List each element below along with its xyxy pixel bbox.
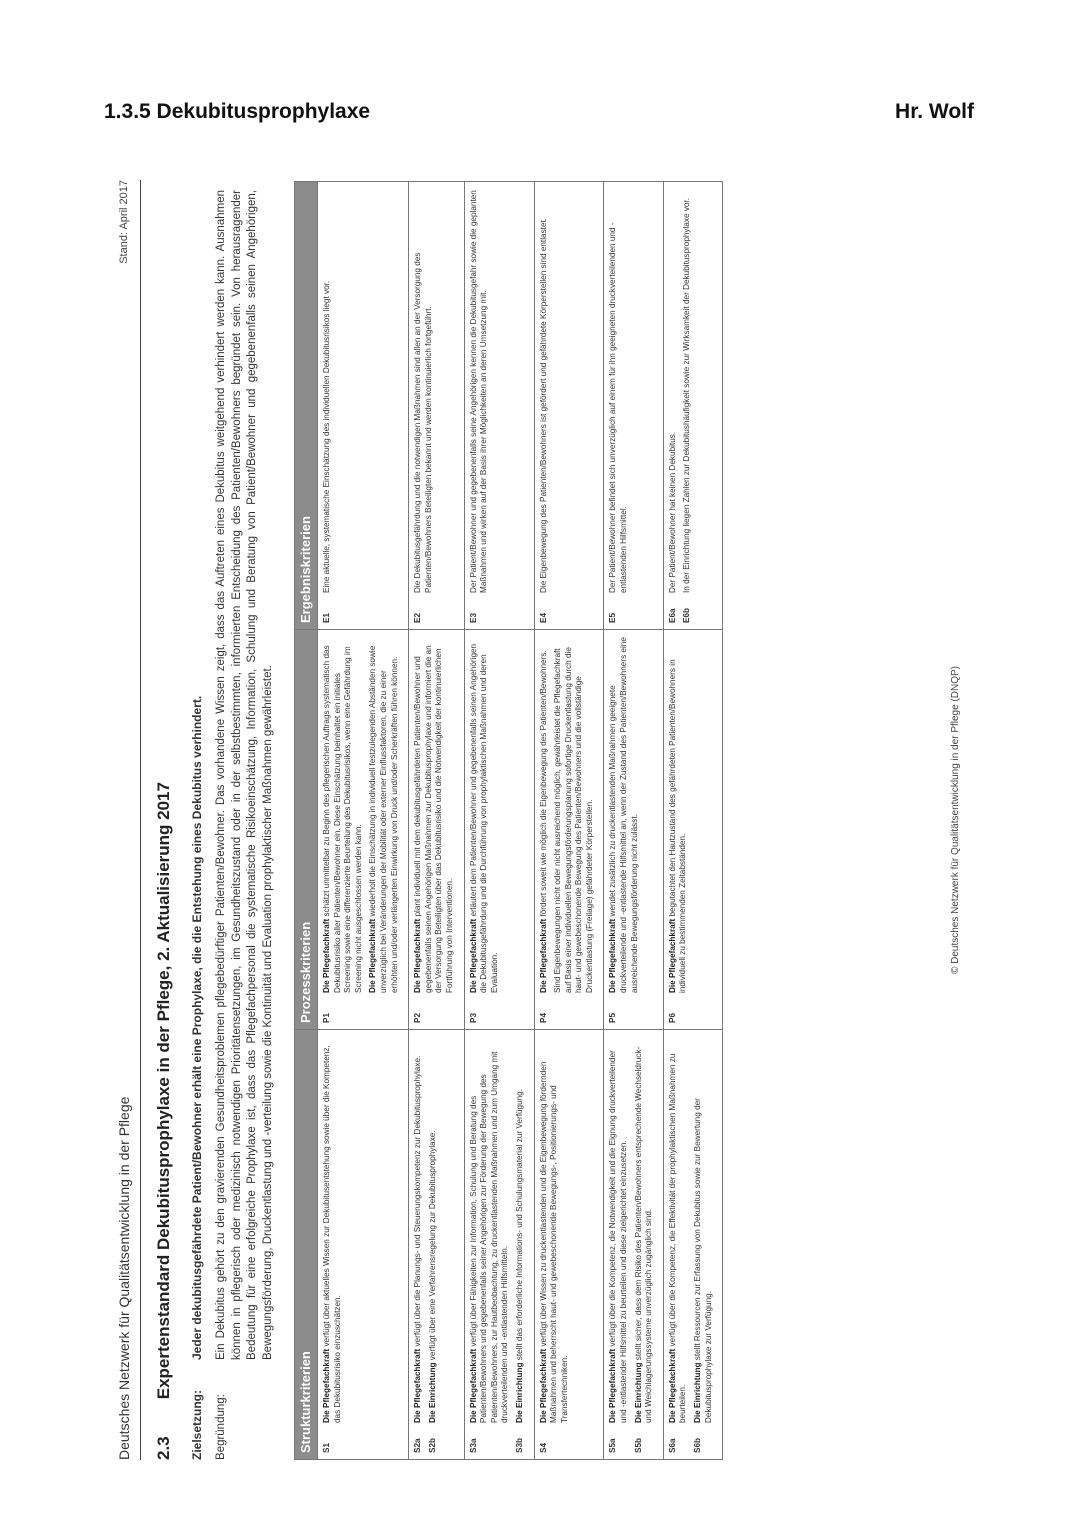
header-result-criteria: Ergebniskriterien [295,182,318,630]
reason-text: Ein Dekubitus gehört zu den gravierenden Gesundheitsproblemen pflegebedürftiger Patienten/Bewohner. Das vorhandene Wissen zeigt, dass das Auftreten eines Dekubitus weitgehend verhindert werden kann. Ausnahmen können in pflegerisch oder medizinisch notwendigen Prioritätensetzungen, im Gesundheitszustand oder in der selbstbestimmten, informierten Entscheidung des Patienten/Bewohners begründet sein. Von herausragender Bedeutung für eine erfolgreiche Prophylaxe ist, dass das Pflegefachpersonal die systematische Risikoeinschätzung, Information, Schulung und Beratung von Patient/Bewohner und gegebenenfalls seinen Angehörigen, Bewegungsförderung, Druckentlastung und -verteilung sowie die Kontinuität und Evaluation prophylaktischer Maßnahmen gewährleistet. [215,190,274,1360]
criterion-description: fördert soweit wie möglich die Eigenbewegung des Patienten/Bewohners. [538,650,548,919]
criterion-description: Eine aktuelle, systematische Einschätzung des individuellen Dekubitusrisikos liegt vor. [322,280,331,593]
process-criterion [539,636,550,1023]
criteria-row [409,182,464,1460]
criterion-description: Die Eigenbewegung des Patienten/Bewohners ist gefördert und gefährdete Körperstellen sind entlastet. [538,217,548,593]
reason-label: Begründung: [215,1394,227,1460]
criterion-text [634,1036,655,1423]
process-criteria-cell [318,630,409,1030]
standard-title-text: Expertenstandard Dekubitusprophylaxe in der Pflege, 2. Aktualisierung 2017 [154,782,173,1400]
criterion-text [539,636,550,993]
criteria-row [464,182,534,1460]
process-criterion [608,636,640,1023]
criterion-actor: Die Pflegefachkraft [322,918,331,993]
process-criterion [368,636,400,1023]
result-criteria-cell [604,182,663,630]
criterion-code [553,999,595,1023]
criterion-code: P1 [322,1012,331,1023]
criterion-text [668,636,689,993]
criterion-description: Sind Eigenbewegungen nicht oder nicht ausreichend möglich, gewährleistet die Pflegefachkraft auf Basis einer individuellen Bewegungsförderungsplanung sofortige Druckentlastung durch die haut- und gewebeschonende Bewegung des Patienten/Bewohners und die vollständige Druckentlastung (Freilage) gefährdeter Körperstellen. [553,647,594,993]
structure-criteria-cell [318,1030,409,1460]
criterion-text [608,1036,629,1423]
criterion-code: P3 [468,1012,478,1023]
goal-text: Jeder dekubitusgefährdete Patient/Bewohner erhält eine Prophylaxe, die die Entstehung eines Dekubitus verhindert. [190,695,204,1360]
result-criterion [413,188,434,623]
result-criteria-cell [663,182,722,630]
process-criteria-cell [464,630,534,1030]
criterion-text [413,1036,424,1423]
criterion-code: E6b [682,607,692,623]
criterion-code: S5a [608,1438,618,1453]
criterion-code: S6a [667,1438,677,1453]
criteria-row [534,182,604,1460]
criterion-actor: Die Pflegefachkraft [413,918,423,993]
result-criterion [539,188,550,623]
criterion-description: verfügt über die Planungs- und Steuerungskompetenz zur Dekubitusprophylaxe. [413,1055,423,1349]
criterion-description: verfügt über Fähigkeiten zur Information, Schulung und Beratung des Patienten/Bewohners und gegebenenfalls seiner Angehörigen zur Förderung der Bewegung des Patienten/Bewohners, zur Hautbeobachtung, zu druckentlastenden Maßnahmen und zum Umgang mit druckverteilenden und -entlastenden Hilfsmitteln. [468,1051,510,1423]
process-criteria-cell [663,630,722,1030]
process-criteria-cell [604,630,663,1030]
document-top-bar [116,180,141,1460]
criterion-text [608,188,629,593]
criteria-header-row [295,182,318,1460]
criterion-actor: Die Pflegefachkraft [538,918,548,993]
criterion-description: Der Patient/Bewohner hat keinen Dekubitus. [667,431,677,593]
criterion-text [322,1036,343,1423]
criterion-text [322,188,333,593]
criterion-description: verfügt über eine Verfahrensregelung zur Dekubitusprophylaxe. [427,1130,437,1363]
criterion-code: E4 [538,612,548,623]
header-process-criteria: Prozesskriterien [295,630,318,1030]
criteria-row [663,182,722,1460]
criterion-text [413,636,455,993]
result-criterion [682,188,693,623]
criterion-actor: Die Einrichtung [514,1362,524,1423]
result-criteria-cell [464,182,534,630]
criterion-actor: Die Pflegefachkraft [608,1348,618,1423]
criterion-description: Die Dekubitusgefährdung und die notwendigen Maßnahmen sind allen an der Versorgung des Patienten/Bewohners Beteiligten bekannt und werden kontinuierlich fortgeführt. [413,252,433,593]
criterion-code: S2b [427,1437,437,1453]
criterion-code: E5 [608,612,618,623]
page-title: 1.3.5 Dekubitusprophylaxe [104,100,371,123]
criterion-description: wiederholt die Einschätzung in individuell festzulegenden Abständen sowie unverzüglich bei Veränderungen der Mobilität oder externer Einflussfaktoren, die zu einer erhöhten und/oder verlängerten Einwirkung von Druck und/oder Scherkräften führen können. [368,645,399,993]
criteria-row [604,182,663,1460]
criterion-actor: Die Pflegefachkraft [322,1348,331,1423]
process-criterion [413,636,455,1023]
criterion-description: wendet zusätzlich zu druckentlastenden Maßnahmen geeignete druckverteilende und -entlastende Hilfsmittel an, wenn der Zustand des Patienten/Bewohners eine ausreichende Bewegungsförderung nicht zulässt. [608,637,639,993]
criterion-text [469,636,501,993]
structure-criteria-cell [409,1030,464,1460]
process-criterion [469,636,501,1023]
criterion-description: stellt Ressourcen zur Erfassung von Dekubitus sowie zur Bewertung der Dekubitusprophylaxe zur Verfügung. [693,1098,713,1423]
criterion-code: P2 [413,1012,423,1023]
structure-criterion [608,1036,629,1453]
criterion-description: plant individuell mit dem dekubitusgefährdeten Patienten/Bewohner und gegebenenfalls seinen Angehörigen Maßnahmen zur Dekubitusprophylaxe und informiert die an der Versorgung Beteiligten über das Dekubitusrisiko und die Notwendigkeit der kontinuierlichen Fortführung von Interventionen. [413,645,454,993]
structure-criterion [322,1036,343,1453]
structure-criterion [428,1036,439,1453]
structure-criterion [668,1036,689,1453]
criterion-actor: Die Pflegefachkraft [667,918,677,993]
criterion-actor: Die Pflegefachkraft [538,1348,548,1423]
criterion-description: begutachtet den Hautzustand des gefährdeten Patienten/Bewohners in individuell zu bestimmenden Zeitabständen. [667,659,688,993]
criterion-code: S5b [633,1437,643,1453]
criterion-text [668,188,679,593]
criterion-text [322,636,364,993]
criterion-code: P5 [608,1012,618,1023]
criterion-code: S4 [538,1442,548,1453]
criterion-text [368,636,400,993]
result-criterion [469,188,490,623]
criterion-actor: Die Pflegefachkraft [468,1348,478,1423]
criterion-actor: Die Einrichtung [693,1362,703,1423]
header-structure-criteria: Strukturkriterien [295,1030,318,1460]
criterion-text [553,636,595,993]
structure-criteria-cell [464,1030,534,1460]
criterion-description: erläutert dem Patienten/Bewohner und gegebenenfalls seinen Angehörigen die Dekubitusgefährdung und die Durchführung von prophylaktischen Maßnahmen und deren Evaluation. [468,643,499,993]
version-date: Stand: April 2017 [118,180,130,264]
criterion-actor: Die Einrichtung [633,1362,643,1423]
result-criteria-cell [409,182,464,630]
criterion-code: S2a [413,1438,423,1453]
process-criterion [322,636,364,1023]
criterion-text [539,188,550,593]
structure-criterion [634,1036,655,1453]
criterion-code: P4 [538,1012,548,1023]
criterion-actor: Die Einrichtung [427,1362,437,1423]
page-header [104,100,974,134]
process-criterion [553,636,595,1023]
criterion-description: schätzt unmittelbar zu Beginn des pflegerischen Auftrags systematisch das Dekubitusrisiko aller Patienten/Bewohner ein. Diese Einschätzung beinhaltet ein initiales Screening sowie eine differenzierte Beurteilung des Dekubitusrisikos, wenn eine Gefährdung im Screening nicht ausgeschlossen werden kann. [322,645,363,993]
criterion-code [368,999,400,1023]
criterion-text [539,1036,571,1423]
criterion-description: stellt das erforderliche Informations- und Schulungsmaterial zur Verfügung. [514,1088,524,1363]
structure-criterion [693,1036,714,1453]
criterion-actor: Die Pflegefachkraft [368,918,378,993]
criterion-description: In der Einrichtung liegen Zahlen zur Dekubitushäufigkeit sowie zur Wirksamkeit der Dekubitusprophylaxe vor. [682,197,692,593]
criterion-code: S3a [468,1438,478,1453]
result-criterion [668,188,679,623]
structure-criterion [469,1036,511,1453]
criterion-text [608,636,640,993]
criterion-text [668,1036,689,1423]
criterion-text [693,1036,714,1423]
criterion-text [428,1036,439,1423]
author-name: Hr. Wolf [895,100,974,123]
scanned-document [102,150,972,1490]
criterion-code: E1 [322,612,331,623]
criterion-description: Der Patient/Bewohner befindet sich unverzüglich auf einem für ihn geeigneten druckverteilenden und -entlastenden Hilfsmittel. [608,222,629,593]
structure-criteria-cell [663,1030,722,1460]
copyright-footer: © Deutsches Netzwerk für Qualitätsentwicklung in der Pflege (DNQP) [950,665,961,975]
structure-criterion [413,1036,424,1453]
criterion-description: stellt sicher, dass dem Risiko des Patienten/Bewohners entsprechende Wechseldruck- und Weichlagerungssysteme unverzüglich zugänglich sind. [633,1046,654,1423]
criterion-text [682,188,693,593]
criterion-text [413,188,434,593]
criterion-actor: Die Pflegefachkraft [667,1348,677,1423]
process-criteria-cell [534,630,604,1030]
structure-criterion [539,1036,571,1453]
organization-name: Deutsches Netzwerk für Qualitätsentwicklung in der Pflege [116,1096,132,1460]
criterion-description: verfügt über aktuelles Wissen zur Dekubitusentstehung sowie über die Kompetenz, das Dekubitusrisiko einzuschätzen. [322,1045,342,1423]
criterion-description: Der Patient/Bewohner und gegebenenfalls seine Angehörigen kennen die Dekubitusgefahr sowie die geplanten Maßnahmen und wirken auf der Basis ihrer Möglichkeiten an deren Umsetzung mit. [468,190,489,593]
result-criterion [608,188,629,623]
criterion-code: S6b [693,1437,703,1453]
criteria-row [318,182,409,1460]
standard-title [154,782,174,1460]
criterion-text [469,1036,511,1423]
criterion-actor: Die Pflegefachkraft [413,1348,423,1423]
criterion-text [515,1036,526,1423]
criterion-code: E3 [468,612,478,623]
section-number: 2.3 [154,1436,173,1460]
structure-criteria-cell [604,1030,663,1460]
criterion-description: verfügt über die Kompetenz, die Effektivität der prophylaktischen Maßnahmen zu beurteilen. [667,1053,688,1423]
goal-label: Zielsetzung: [190,1389,204,1460]
process-criterion [668,636,689,1023]
structure-criteria-cell [534,1030,604,1460]
criterion-description: verfügt über die Kompetenz, die Notwendigkeit und die Eignung druckverteilender und -entlastender Hilfsmittel zu beurteilen und diese zielgerichtet einzusetzen. [608,1050,629,1423]
criterion-code: E6a [667,608,677,623]
criterion-code: P6 [667,1012,677,1023]
criterion-actor: Die Pflegefachkraft [468,918,478,993]
structure-criterion [515,1036,526,1453]
criterion-code: S1 [322,1442,331,1453]
criterion-code: E2 [413,612,423,623]
process-criteria-cell [409,630,464,1030]
rotated-document-page [102,150,972,1490]
criteria-table [294,181,723,1460]
result-criteria-cell [534,182,604,630]
result-criteria-cell [318,182,409,630]
result-criterion [322,188,333,623]
criterion-actor: Die Pflegefachkraft [608,918,618,993]
criterion-text [469,188,490,593]
criterion-code: S3b [514,1437,524,1453]
criterion-description: verfügt über Wissen zu druckentlastenden und die Eigenbewegung fördernden Maßnahmen und beherrscht haut- und gewebeschonende Bewegungs-, Positionierungs- und Transfertechniken. [538,1061,569,1423]
criteria-table-body [318,182,723,1460]
